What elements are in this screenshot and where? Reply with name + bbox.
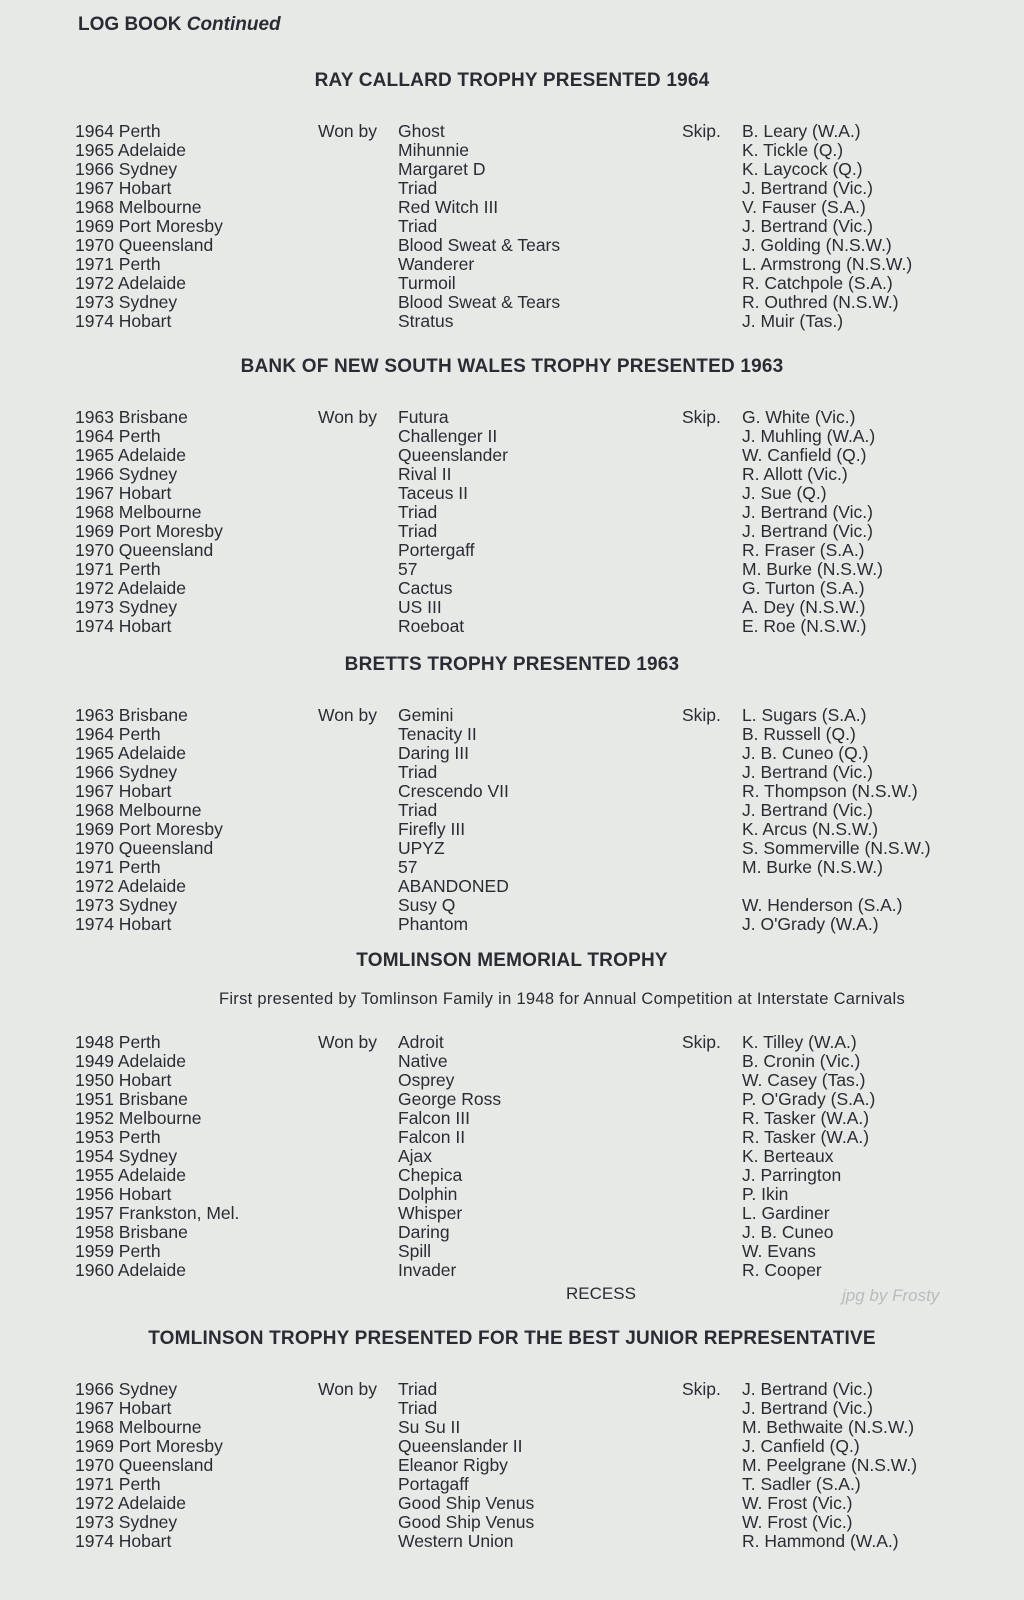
skip-label: Skip. [682, 1379, 721, 1399]
yacht-cell: US III [398, 597, 442, 617]
section-title: RAY CALLARD TROPHY PRESENTED 1964 [314, 70, 710, 91]
won-by-label: Won by [318, 1379, 378, 1399]
skipper-cell: R. Tasker (W.A.) [742, 1108, 870, 1128]
skipper-cell: R. Catchpole (S.A.) [742, 273, 893, 293]
section-title: BRETTS TROPHY PRESENTED 1963 [344, 654, 680, 675]
table-row [0, 839, 1024, 858]
skipper-cell: J. Golding (N.S.W.) [742, 235, 892, 255]
yacht-cell: Tenacity II [398, 724, 477, 744]
table-row [0, 915, 1024, 934]
year-cell: 1960 Adelaide [75, 1260, 186, 1280]
year-cell: 1948 Perth [75, 1032, 161, 1052]
skipper-cell: B. Leary (W.A.) [742, 121, 861, 141]
skipper-cell: J. Canfield (Q.) [742, 1436, 860, 1456]
table-row [0, 255, 1024, 274]
table-row [0, 446, 1024, 465]
table-row [0, 503, 1024, 522]
table-row [0, 706, 1024, 725]
yacht-cell: Triad [398, 178, 438, 198]
table-row [0, 1532, 1024, 1551]
year-cell: 1949 Adelaide [75, 1051, 186, 1071]
skipper-cell: G. Turton (S.A.) [742, 578, 865, 598]
skip-label: Skip. [682, 1032, 721, 1052]
year-cell: 1964 Perth [75, 426, 161, 446]
table-row [0, 198, 1024, 217]
year-cell: 1951 Brisbane [75, 1089, 188, 1109]
yacht-cell: Triad [398, 800, 438, 820]
year-cell: 1974 Hobart [75, 616, 172, 636]
year-cell: 1966 Sydney [75, 159, 178, 179]
yacht-cell: Daring [398, 1222, 450, 1242]
year-cell: 1965 Adelaide [75, 743, 186, 763]
skipper-cell: R. Allott (Vic.) [742, 464, 848, 484]
table-row [0, 427, 1024, 446]
table-row [0, 1204, 1024, 1223]
yacht-cell: Whisper [398, 1203, 463, 1223]
yacht-cell: Su Su II [398, 1417, 461, 1437]
table-row [0, 141, 1024, 160]
results-table [0, 122, 1024, 331]
year-cell: 1967 Hobart [75, 483, 172, 503]
table-row [0, 1380, 1024, 1399]
table-row [0, 179, 1024, 198]
yacht-cell: Portergaff [398, 540, 475, 560]
skipper-cell: W. Evans [742, 1241, 816, 1261]
year-cell: 1969 Port Moresby [75, 216, 223, 236]
yacht-cell: Margaret D [398, 159, 486, 179]
skipper-cell: J. Bertrand (Vic.) [742, 521, 873, 541]
yacht-cell: Triad [398, 1379, 438, 1399]
watermark: jpg by Frosty [842, 1286, 940, 1305]
yacht-cell: Firefly III [398, 819, 466, 839]
skipper-cell: J. Parrington [742, 1165, 842, 1185]
skipper-cell: S. Sommerville (N.S.W.) [742, 838, 931, 858]
table-row [0, 782, 1024, 801]
yacht-cell: Queenslander II [398, 1436, 523, 1456]
year-cell: 1950 Hobart [75, 1070, 172, 1090]
year-cell: 1957 Frankston, Mel. [75, 1203, 240, 1223]
yacht-cell: Ajax [398, 1146, 433, 1166]
skipper-cell: M. Bethwaite (N.S.W.) [742, 1417, 915, 1437]
year-cell: 1968 Melbourne [75, 800, 202, 820]
year-cell: 1968 Melbourne [75, 1417, 202, 1437]
skipper-cell: L. Armstrong (N.S.W.) [742, 254, 913, 274]
table-row [0, 217, 1024, 236]
table-row [0, 484, 1024, 503]
yacht-cell: Invader [398, 1260, 457, 1280]
yacht-cell: Roeboat [398, 616, 465, 636]
yacht-cell: Portagaff [398, 1474, 469, 1494]
year-cell: 1969 Port Moresby [75, 1436, 223, 1456]
table-row [0, 1128, 1024, 1147]
year-cell: 1972 Adelaide [75, 1493, 186, 1513]
skipper-cell: J. B. Cuneo [742, 1222, 834, 1242]
table-row [0, 1166, 1024, 1185]
table-row [0, 725, 1024, 744]
table-row [0, 160, 1024, 179]
skipper-cell: J. Bertrand (Vic.) [742, 800, 873, 820]
table-row [0, 1418, 1024, 1437]
table-row [0, 408, 1024, 427]
yacht-cell: Triad [398, 216, 438, 236]
recess-label: RECESS [566, 1284, 636, 1303]
table-row [0, 801, 1024, 820]
year-cell: 1971 Perth [75, 1474, 161, 1494]
yacht-cell: Dolphin [398, 1184, 458, 1204]
year-cell: 1958 Brisbane [75, 1222, 188, 1242]
year-cell: 1966 Sydney [75, 464, 178, 484]
table-row [0, 1261, 1024, 1280]
won-by-label: Won by [318, 407, 378, 427]
year-cell: 1967 Hobart [75, 178, 172, 198]
section-title: TOMLINSON TROPHY PRESENTED FOR THE BEST JUNIOR REPRESENTATIVE [148, 1328, 876, 1349]
yacht-cell: Triad [398, 521, 438, 541]
yacht-cell: Falcon III [398, 1108, 470, 1128]
table-row [0, 896, 1024, 915]
yacht-cell: Blood Sweat & Tears [398, 292, 561, 312]
year-cell: 1974 Hobart [75, 914, 172, 934]
yacht-cell: 57 [398, 857, 418, 877]
yacht-cell: Phantom [398, 914, 469, 934]
year-cell: 1968 Melbourne [75, 197, 202, 217]
results-table [0, 1380, 1024, 1551]
skipper-cell: W. Frost (Vic.) [742, 1512, 853, 1532]
yacht-cell: UPYZ [398, 838, 445, 858]
table-row [0, 1090, 1024, 1109]
yacht-cell: Challenger II [398, 426, 498, 446]
skipper-cell: J. Muir (Tas.) [742, 311, 844, 331]
table-row [0, 236, 1024, 255]
year-cell: 1969 Port Moresby [75, 521, 223, 541]
skipper-cell: K. Tickle (Q.) [742, 140, 844, 160]
skipper-cell: M. Burke (N.S.W.) [742, 559, 883, 579]
table-row [0, 858, 1024, 877]
year-cell: 1963 Brisbane [75, 705, 188, 725]
skipper-cell: J. Bertrand (Vic.) [742, 502, 873, 522]
year-cell: 1971 Perth [75, 559, 161, 579]
skipper-cell: M. Burke (N.S.W.) [742, 857, 883, 877]
yacht-cell: Gemini [398, 705, 454, 725]
skip-label: Skip. [682, 121, 721, 141]
tomlinson-junior-trophy-section [0, 1328, 1024, 1551]
year-cell: 1959 Perth [75, 1241, 161, 1261]
table-row [0, 763, 1024, 782]
skipper-cell: K. Laycock (Q.) [742, 159, 863, 179]
yacht-cell: 57 [398, 559, 418, 579]
year-cell: 1970 Queensland [75, 838, 214, 858]
year-cell: 1970 Queensland [75, 1455, 214, 1475]
skipper-cell: J. Muhling (W.A.) [742, 426, 876, 446]
won-by-label: Won by [318, 705, 378, 725]
year-cell: 1972 Adelaide [75, 273, 186, 293]
continued-label: Continued [186, 14, 281, 35]
skipper-cell: R. Fraser (S.A.) [742, 540, 865, 560]
skipper-cell: J. Sue (Q.) [742, 483, 827, 503]
year-cell: 1964 Perth [75, 121, 161, 141]
table-row [0, 820, 1024, 839]
skipper-cell: W. Frost (Vic.) [742, 1493, 853, 1513]
year-cell: 1973 Sydney [75, 292, 178, 312]
won-by-label: Won by [318, 1032, 378, 1052]
table-row [0, 1494, 1024, 1513]
year-cell: 1973 Sydney [75, 1512, 178, 1532]
year-cell: 1972 Adelaide [75, 876, 186, 896]
yacht-cell: Futura [398, 407, 449, 427]
skipper-cell: L. Gardiner [742, 1203, 830, 1223]
yacht-cell: Adroit [398, 1032, 444, 1052]
ray-callard-trophy-section [0, 70, 1024, 331]
skipper-cell: T. Sadler (S.A.) [742, 1474, 861, 1494]
table-row [0, 1475, 1024, 1494]
section-title: BANK OF NEW SOUTH WALES TROPHY PRESENTED 1963 [240, 356, 784, 377]
yacht-cell: Native [398, 1051, 448, 1071]
yacht-cell: Stratus [398, 311, 454, 331]
skip-label: Skip. [682, 407, 721, 427]
year-cell: 1953 Perth [75, 1127, 161, 1147]
year-cell: 1972 Adelaide [75, 578, 186, 598]
year-cell: 1963 Brisbane [75, 407, 188, 427]
yacht-cell: Wanderer [398, 254, 475, 274]
table-row [0, 598, 1024, 617]
table-row [0, 1147, 1024, 1166]
table-row [0, 522, 1024, 541]
skip-label: Skip. [682, 705, 721, 725]
yacht-cell: Daring III [398, 743, 469, 763]
skipper-cell: A. Dey (N.S.W.) [742, 597, 866, 617]
yacht-cell: Blood Sweat & Tears [398, 235, 561, 255]
skipper-cell: L. Sugars (S.A.) [742, 705, 867, 725]
skipper-cell: B. Cronin (Vic.) [742, 1051, 861, 1071]
year-cell: 1968 Melbourne [75, 502, 202, 522]
yacht-cell: Turmoil [398, 273, 456, 293]
yacht-cell: Triad [398, 1398, 438, 1418]
table-row [0, 617, 1024, 636]
yacht-cell: Ghost [398, 121, 445, 141]
year-cell: 1967 Hobart [75, 1398, 172, 1418]
yacht-cell: Good Ship Venus [398, 1493, 535, 1513]
table-row [0, 579, 1024, 598]
skipper-cell: R. Thompson (N.S.W.) [742, 781, 918, 801]
year-cell: 1973 Sydney [75, 597, 178, 617]
yacht-cell: Cactus [398, 578, 453, 598]
yacht-cell: Crescendo VII [398, 781, 509, 801]
yacht-cell: Triad [398, 502, 438, 522]
yacht-cell: Good Ship Venus [398, 1512, 535, 1532]
table-row [0, 1399, 1024, 1418]
skipper-cell: R. Tasker (W.A.) [742, 1127, 870, 1147]
table-row [0, 274, 1024, 293]
yacht-cell: Osprey [398, 1070, 455, 1090]
year-cell: 1970 Queensland [75, 540, 214, 560]
yacht-cell: Falcon II [398, 1127, 466, 1147]
year-cell: 1971 Perth [75, 857, 161, 877]
results-table [0, 706, 1024, 934]
tomlinson-memorial-trophy-section [0, 950, 1024, 1280]
table-row [0, 1052, 1024, 1071]
yacht-cell: Queenslander [398, 445, 508, 465]
skipper-cell: M. Peelgrane (N.S.W.) [742, 1455, 918, 1475]
year-cell: 1974 Hobart [75, 311, 172, 331]
year-cell: 1966 Sydney [75, 1379, 178, 1399]
table-row [0, 1071, 1024, 1090]
year-cell: 1973 Sydney [75, 895, 178, 915]
table-row [0, 465, 1024, 484]
table-row [0, 293, 1024, 312]
skipper-cell: J. Bertrand (Vic.) [742, 178, 873, 198]
table-row [0, 1033, 1024, 1052]
skipper-cell: J. O'Grady (W.A.) [742, 914, 879, 934]
skipper-cell: W. Canfield (Q.) [742, 445, 867, 465]
skipper-cell: J. Bertrand (Vic.) [742, 1398, 873, 1418]
skipper-cell: R. Cooper [742, 1260, 822, 1280]
yacht-cell: Taceus II [398, 483, 469, 503]
table-row [0, 122, 1024, 141]
skipper-cell: B. Russell (Q.) [742, 724, 856, 744]
yacht-cell: Susy Q [398, 895, 456, 915]
year-cell: 1955 Adelaide [75, 1165, 186, 1185]
year-cell: 1974 Hobart [75, 1531, 172, 1551]
skipper-cell: V. Fauser (S.A.) [742, 197, 866, 217]
table-row [0, 1109, 1024, 1128]
yacht-cell: Red Witch III [398, 197, 499, 217]
year-cell: 1965 Adelaide [75, 445, 186, 465]
section-title: TOMLINSON MEMORIAL TROPHY [356, 950, 668, 971]
year-cell: 1965 Adelaide [75, 140, 186, 160]
skipper-cell: P. Ikin [742, 1184, 789, 1204]
yacht-cell: Triad [398, 762, 438, 782]
table-row [0, 1185, 1024, 1204]
year-cell: 1971 Perth [75, 254, 161, 274]
table-row [0, 560, 1024, 579]
yacht-cell: Chepica [398, 1165, 463, 1185]
yacht-cell: Rival II [398, 464, 452, 484]
table-row [0, 877, 1024, 896]
table-row [0, 1242, 1024, 1261]
skipper-cell: K. Arcus (N.S.W.) [742, 819, 879, 839]
year-cell: 1954 Sydney [75, 1146, 178, 1166]
table-row [0, 744, 1024, 763]
skipper-cell: R. Outhred (N.S.W.) [742, 292, 899, 312]
year-cell: 1970 Queensland [75, 235, 214, 255]
yacht-cell: Spill [398, 1241, 432, 1261]
year-cell: 1956 Hobart [75, 1184, 172, 1204]
section-subtitle: First presented by Tomlinson Family in 1948 for Annual Competition at Interstate Carnivals [218, 990, 906, 1008]
table-row [0, 1223, 1024, 1242]
skipper-cell: J. Bertrand (Vic.) [742, 1379, 873, 1399]
year-cell: 1952 Melbourne [75, 1108, 202, 1128]
yacht-cell: Western Union [398, 1531, 514, 1551]
log-book-label: LOG BOOK [78, 14, 182, 35]
skipper-cell: E. Roe (N.S.W.) [742, 616, 867, 636]
yacht-cell: Mihunnie [398, 140, 470, 160]
page-header [78, 14, 281, 36]
year-cell: 1966 Sydney [75, 762, 178, 782]
skipper-cell: G. White (Vic.) [742, 407, 856, 427]
skipper-cell: J. Bertrand (Vic.) [742, 216, 873, 236]
table-row [0, 1513, 1024, 1532]
table-row [0, 1437, 1024, 1456]
year-cell: 1969 Port Moresby [75, 819, 223, 839]
results-table [0, 1033, 1024, 1280]
skipper-cell: W. Casey (Tas.) [742, 1070, 866, 1090]
skipper-cell: W. Henderson (S.A.) [742, 895, 903, 915]
year-cell: 1964 Perth [75, 724, 161, 744]
skipper-cell: P. O'Grady (S.A.) [742, 1089, 876, 1109]
yacht-cell: Eleanor Rigby [398, 1455, 508, 1475]
yacht-cell: George Ross [398, 1089, 502, 1109]
won-by-label: Won by [318, 121, 378, 141]
table-row [0, 1456, 1024, 1475]
skipper-cell: K. Berteaux [742, 1146, 834, 1166]
table-row [0, 541, 1024, 560]
yacht-cell: ABANDONED [398, 876, 509, 896]
skipper-cell: J. Bertrand (Vic.) [742, 762, 873, 782]
skipper-cell: R. Hammond (W.A.) [742, 1531, 899, 1551]
skipper-cell: K. Tilley (W.A.) [742, 1032, 857, 1052]
bank-nsw-trophy-section [0, 356, 1024, 636]
results-table [0, 408, 1024, 636]
bretts-trophy-section [0, 654, 1024, 934]
table-row [0, 312, 1024, 331]
skipper-cell: J. B. Cuneo (Q.) [742, 743, 869, 763]
year-cell: 1967 Hobart [75, 781, 172, 801]
